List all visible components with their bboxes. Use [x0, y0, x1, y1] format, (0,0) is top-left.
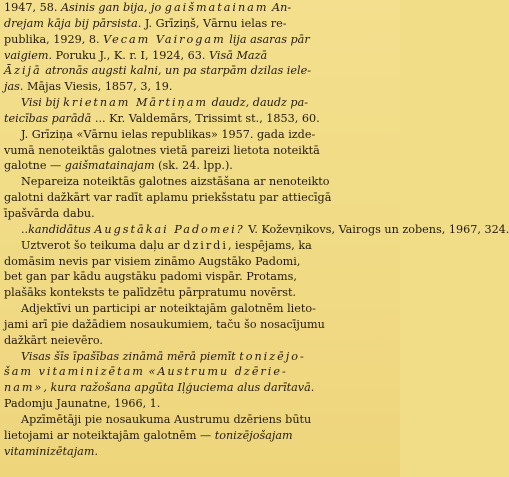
example-text: Visi bij	[21, 96, 60, 110]
example-text: vaigiem.	[4, 48, 53, 62]
text-line	[4, 238, 396, 254]
text-line: Apzīmētāji pie nosaukuma Austrumu dzēriens būtu	[21, 412, 312, 426]
text-line	[4, 16, 396, 32]
body-text: , iespējams, ka	[227, 238, 312, 252]
text-line	[4, 111, 396, 127]
citation: V. Koževņikovs, Vairogs un zobens, 1967, 324.	[248, 222, 509, 236]
text-line: J. Grīziņa «Vārnu ielas republikas» 1957. gada izde-	[21, 127, 316, 141]
text-line: vumā nenoteiktās galotnes vietā pareizi lietota noteiktā	[4, 143, 320, 157]
text-line	[4, 380, 396, 396]
emphasized-word: nam»	[4, 381, 44, 395]
text-line	[4, 48, 396, 64]
emphasized-word: gaišmatainam	[164, 1, 269, 14]
text-line: īpašvārda dabu.	[4, 206, 95, 220]
example-text: vitaminizētajam.	[4, 444, 99, 458]
text-line: jami arī pie dažādiem nosaukumiem, taču šo nosacījumu	[4, 317, 325, 331]
text-line: dažkārt neievēro.	[4, 333, 103, 347]
example-text: daudz, daudz pa-	[211, 96, 309, 110]
citation: Mājas Viesis, 1857, 3, 19.	[27, 80, 173, 94]
text-line	[4, 428, 396, 444]
body-text: lietojami ar noteiktajām galotnēm —	[4, 428, 212, 442]
emphasized-word: tonizējo-	[239, 349, 306, 363]
example-text: Asinis gan bija, jo	[60, 1, 162, 14]
example-text: gaišmatainajam	[64, 159, 155, 173]
text-line: plašāks konteksts te palīdzētu pārpratumu novērst.	[4, 286, 297, 300]
text-line	[4, 79, 396, 95]
example-text: An-	[272, 1, 292, 14]
text-line: Adjektīvi un participi ar noteiktajām galotnēm lieto-	[21, 302, 316, 316]
emphasized-word: Āzijā	[4, 64, 42, 78]
example-text: tonizējošajam	[214, 428, 293, 442]
example-text: Visā Mazā	[209, 48, 268, 62]
citation: publika, 1929, 8.	[4, 32, 100, 46]
emphasized-word: šam vitaminizētam	[4, 365, 145, 379]
body-text: Uztverot šo teikuma daļu ar	[21, 238, 180, 252]
text-line	[4, 0, 396, 16]
example-text: atronās augsti kalni, un pa starpām dzilas iele-	[45, 64, 311, 78]
text-line: domāsim nevis par visiem zināmo Augstāko Padomi,	[4, 254, 301, 268]
emphasized-word: dzirdi	[183, 238, 228, 252]
emphasized-word: Vecam Vairogam	[103, 32, 226, 46]
body-text: galotne —	[4, 159, 62, 173]
text-line	[4, 444, 396, 460]
emphasized-word: «Austrumu dzērie-	[148, 365, 288, 379]
text-line	[4, 32, 396, 48]
text-line	[4, 95, 396, 111]
text-line	[4, 222, 509, 238]
example-text: jas.	[4, 80, 24, 94]
citation: J. Grīziņš, Vārnu ielas re-	[144, 16, 287, 30]
text-line	[4, 364, 396, 380]
text-line: galotni dažkārt var radīt aplamu priekšstatu par attiecīgā	[4, 191, 332, 205]
text-line	[4, 349, 396, 365]
citation: Poruku J., K. r. I, 1924, 63.	[55, 48, 206, 62]
text-line: Padomju Jaunatne, 1966, 1.	[4, 397, 161, 411]
example-text: Visas šīs īpašības zināmā mērā piemīt	[21, 349, 236, 363]
text-line	[4, 63, 396, 79]
text-line: Nepareiza noteiktās galotnes aizstāšana ar nenoteikto	[21, 175, 330, 189]
body-text: (sk. 24. lpp.).	[158, 159, 233, 173]
text-line	[4, 158, 396, 174]
example-text: ..kandidātus	[21, 222, 91, 236]
citation: ... Kr. Valdemārs, Trissimt st., 1853, 60.	[94, 111, 320, 125]
emphasized-word: Augstākai Padomei?	[94, 222, 245, 236]
example-text: drejam kāja bij pārsista.	[4, 16, 142, 30]
citation: 1947, 58.	[4, 1, 58, 14]
emphasized-word: krietnam Mārtiņam	[63, 96, 209, 110]
example-text: teicības parādā	[4, 111, 92, 125]
text-line: bet gan par kādu augstāku padomi vispār. Protams,	[4, 270, 297, 284]
example-text: lija asaras pār	[229, 32, 310, 46]
example-text: , kura ražošana apgūta Iļģuciema alus darītavā.	[43, 381, 315, 395]
